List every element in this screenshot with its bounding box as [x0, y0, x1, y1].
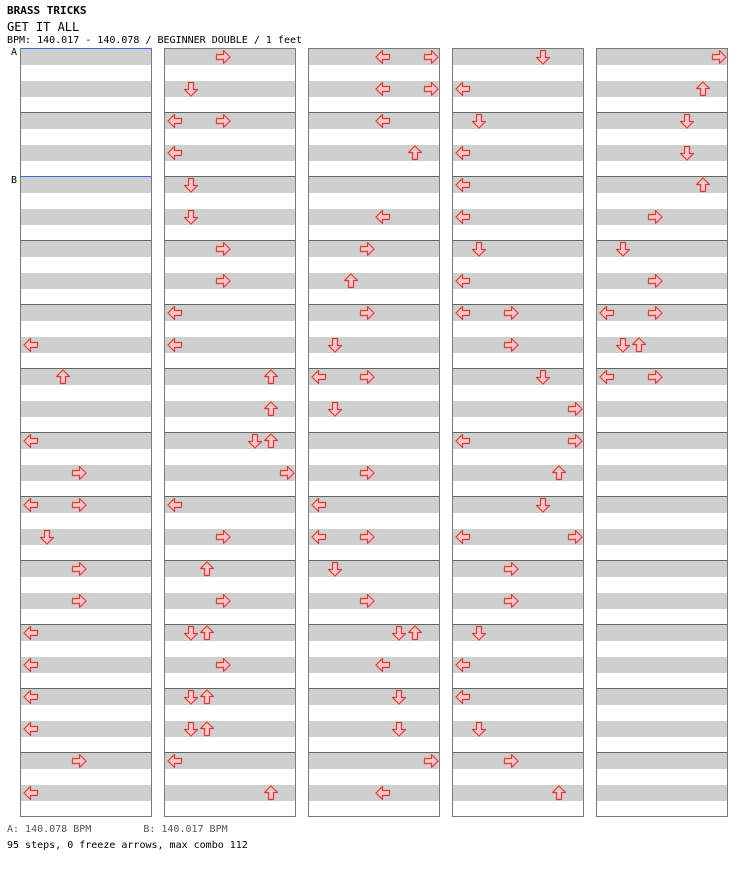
beat-band [597, 689, 727, 705]
section-line-b [21, 176, 151, 177]
beat-band [21, 113, 151, 129]
step-arrow-right [647, 369, 663, 385]
beat-band [597, 753, 727, 769]
beat-band [309, 785, 439, 801]
beat-band [165, 561, 295, 577]
step-arrow-up [263, 433, 279, 449]
measure-line [597, 752, 727, 753]
step-arrow-right [647, 273, 663, 289]
beat-band [597, 593, 727, 609]
beat-band [309, 497, 439, 513]
beat-band [597, 785, 727, 801]
beat-band [165, 465, 295, 481]
measure-line [309, 112, 439, 113]
step-arrow-up [263, 785, 279, 801]
measure-line [165, 304, 295, 305]
measure-line [21, 112, 151, 113]
step-arrow-left [455, 433, 471, 449]
step-arrow-up [551, 465, 567, 481]
beat-band [21, 369, 151, 385]
step-arrow-right [423, 49, 439, 65]
step-arrow-up [407, 145, 423, 161]
beat-band [453, 145, 583, 161]
beat-band [21, 273, 151, 289]
measure-line [309, 432, 439, 433]
beat-band [453, 657, 583, 673]
step-arrow-right [503, 593, 519, 609]
measure-line [21, 304, 151, 305]
beat-band [597, 625, 727, 641]
beat-band [21, 145, 151, 161]
beat-band [597, 145, 727, 161]
step-arrow-left [455, 177, 471, 193]
section-label-a: A [11, 47, 18, 58]
beat-band [597, 721, 727, 737]
measure-line [21, 624, 151, 625]
step-arrow-up [407, 625, 423, 641]
step-arrow-left [23, 497, 39, 513]
step-arrow-right [359, 369, 375, 385]
beat-band [309, 81, 439, 97]
beat-band [453, 49, 583, 65]
song-title: BRASS TRICKS [7, 4, 87, 17]
step-arrow-left [455, 529, 471, 545]
measure-line [165, 560, 295, 561]
measure-line [453, 368, 583, 369]
beat-band [21, 657, 151, 673]
beat-band [21, 625, 151, 641]
step-arrow-up [263, 401, 279, 417]
measure-line [453, 688, 583, 689]
beat-band [309, 721, 439, 737]
beat-band [165, 145, 295, 161]
chart-column-1 [20, 48, 152, 817]
step-arrow-up [343, 273, 359, 289]
measure-line [597, 432, 727, 433]
section-line-a [21, 48, 151, 49]
step-arrow-left [23, 689, 39, 705]
step-arrow-down [391, 625, 407, 641]
step-arrow-left [455, 145, 471, 161]
beat-band [21, 433, 151, 449]
step-arrow-up [263, 369, 279, 385]
step-arrow-left [167, 145, 183, 161]
step-arrow-down [327, 561, 343, 577]
step-arrow-left [23, 625, 39, 641]
beat-band [597, 433, 727, 449]
measure-line [165, 752, 295, 753]
beat-band [21, 241, 151, 257]
step-arrow-right [215, 241, 231, 257]
chart-stats: 95 steps, 0 freeze arrows, max combo 112 [7, 840, 248, 851]
beat-band [597, 657, 727, 673]
step-arrow-left [375, 209, 391, 225]
beat-band [453, 81, 583, 97]
step-arrow-down [183, 209, 199, 225]
measure-line [309, 496, 439, 497]
step-arrow-right [423, 81, 439, 97]
step-arrow-down [183, 81, 199, 97]
step-arrow-left [23, 721, 39, 737]
step-arrow-up [55, 369, 71, 385]
step-arrow-right [71, 497, 87, 513]
step-arrow-left [375, 113, 391, 129]
beat-band [453, 177, 583, 193]
step-arrow-left [23, 657, 39, 673]
beat-band [453, 497, 583, 513]
step-arrow-right [215, 113, 231, 129]
beat-band [165, 497, 295, 513]
beat-band [21, 401, 151, 417]
step-arrow-right [215, 529, 231, 545]
measure-line [21, 240, 151, 241]
step-arrow-down [535, 49, 551, 65]
step-arrow-right [567, 433, 583, 449]
step-arrow-right [503, 337, 519, 353]
beat-band [165, 753, 295, 769]
measure-line [453, 176, 583, 177]
step-arrow-left [375, 657, 391, 673]
chart-column-4 [452, 48, 584, 817]
step-arrow-right [503, 753, 519, 769]
beat-band [165, 337, 295, 353]
song-artist: GET IT ALL [7, 20, 80, 34]
step-arrow-down [247, 433, 263, 449]
step-arrow-down [535, 497, 551, 513]
step-arrow-right [359, 305, 375, 321]
beat-band [309, 273, 439, 289]
step-arrow-left [23, 785, 39, 801]
step-arrow-down [183, 689, 199, 705]
step-arrow-up [695, 177, 711, 193]
beat-band [453, 689, 583, 705]
chart-column-3 [308, 48, 440, 817]
step-arrow-left [455, 305, 471, 321]
step-arrow-right [647, 209, 663, 225]
step-arrow-down [471, 625, 487, 641]
step-arrow-right [215, 49, 231, 65]
beat-band [21, 689, 151, 705]
step-arrow-right [215, 593, 231, 609]
measure-line [21, 688, 151, 689]
step-arrow-left [455, 657, 471, 673]
step-arrow-down [183, 625, 199, 641]
beat-band [21, 721, 151, 737]
beat-band [453, 433, 583, 449]
beat-band [453, 529, 583, 545]
beat-band [597, 561, 727, 577]
measure-line [453, 432, 583, 433]
beat-band [309, 113, 439, 129]
step-arrow-up [199, 721, 215, 737]
beat-band [309, 657, 439, 673]
beat-band [309, 689, 439, 705]
step-arrow-right [503, 305, 519, 321]
bpm-legend [7, 824, 228, 835]
step-arrow-down [679, 145, 695, 161]
beat-band [309, 177, 439, 193]
step-arrow-right [215, 273, 231, 289]
step-arrow-left [167, 337, 183, 353]
step-arrow-up [199, 625, 215, 641]
step-arrow-down [535, 369, 551, 385]
beat-band [453, 273, 583, 289]
step-arrow-left [375, 49, 391, 65]
step-arrow-right [215, 657, 231, 673]
step-arrow-right [647, 305, 663, 321]
step-arrow-down [391, 689, 407, 705]
step-arrow-right [279, 465, 295, 481]
step-arrow-left [311, 529, 327, 545]
beat-band [21, 785, 151, 801]
beat-band [597, 529, 727, 545]
step-arrow-down [615, 337, 631, 353]
beat-band [309, 433, 439, 449]
step-arrow-right [71, 465, 87, 481]
measure-line [453, 496, 583, 497]
step-arrow-left [599, 305, 615, 321]
bpm-legend-a: A: 140.078 BPM [7, 824, 92, 835]
step-arrow-up [199, 689, 215, 705]
step-arrow-right [359, 593, 375, 609]
beat-band [453, 369, 583, 385]
beat-band [21, 337, 151, 353]
beat-band [453, 209, 583, 225]
step-arrow-right [359, 241, 375, 257]
step-arrow-left [311, 369, 327, 385]
step-arrow-right [711, 49, 727, 65]
step-arrow-left [167, 113, 183, 129]
measure-line [309, 752, 439, 753]
step-arrow-down [471, 113, 487, 129]
beat-band [21, 81, 151, 97]
step-arrow-down [471, 241, 487, 257]
beat-band [165, 305, 295, 321]
bpm-legend-b: B: 140.017 BPM [143, 824, 228, 835]
chart-column-2 [164, 48, 296, 817]
step-arrow-right [71, 593, 87, 609]
step-arrow-down [183, 721, 199, 737]
step-arrow-down [615, 241, 631, 257]
step-arrow-right [359, 465, 375, 481]
step-arrow-right [71, 561, 87, 577]
step-arrow-up [695, 81, 711, 97]
section-label-b: B [11, 175, 18, 186]
chart-column-5 [596, 48, 728, 817]
step-arrow-up [199, 561, 215, 577]
step-arrow-down [679, 113, 695, 129]
step-arrow-down [183, 177, 199, 193]
beat-band [309, 753, 439, 769]
beat-band [21, 177, 151, 193]
measure-line [597, 496, 727, 497]
step-arrow-left [455, 689, 471, 705]
step-arrow-left [375, 81, 391, 97]
step-arrow-left [167, 753, 183, 769]
step-arrow-left [167, 497, 183, 513]
beat-band [309, 209, 439, 225]
step-arrow-left [455, 81, 471, 97]
step-arrow-right [423, 753, 439, 769]
beat-band [21, 209, 151, 225]
step-arrow-right [567, 529, 583, 545]
step-arrow-right [567, 401, 583, 417]
measure-line [597, 624, 727, 625]
beat-band [597, 465, 727, 481]
step-arrow-left [23, 433, 39, 449]
step-arrow-down [471, 721, 487, 737]
beat-band [21, 49, 151, 65]
step-arrow-right [359, 529, 375, 545]
bpm-difficulty-line: BPM: 140.017 - 140.078 / BEGINNER DOUBLE / 1 feet [7, 35, 303, 46]
measure-line [597, 560, 727, 561]
beat-band [597, 497, 727, 513]
step-arrow-left [311, 497, 327, 513]
step-arrow-down [391, 721, 407, 737]
beat-band [21, 305, 151, 321]
step-arrow-left [375, 785, 391, 801]
measure-line [309, 688, 439, 689]
beat-band [597, 49, 727, 65]
step-arrow-right [503, 561, 519, 577]
step-arrow-up [551, 785, 567, 801]
beat-band [309, 49, 439, 65]
measure-line [165, 496, 295, 497]
measure-line [597, 688, 727, 689]
step-arrow-down [39, 529, 55, 545]
measure-line [21, 368, 151, 369]
beat-band [453, 401, 583, 417]
step-arrow-left [599, 369, 615, 385]
measure-line [309, 176, 439, 177]
beat-band [597, 113, 727, 129]
beat-band [597, 401, 727, 417]
step-arrow-left [455, 209, 471, 225]
step-arrow-right [71, 753, 87, 769]
step-arrow-left [23, 337, 39, 353]
step-arrow-left [167, 305, 183, 321]
measure-line [597, 112, 727, 113]
step-arrow-up [631, 337, 647, 353]
measure-line [21, 432, 151, 433]
step-arrow-down [327, 337, 343, 353]
step-arrow-left [455, 273, 471, 289]
step-arrow-down [327, 401, 343, 417]
